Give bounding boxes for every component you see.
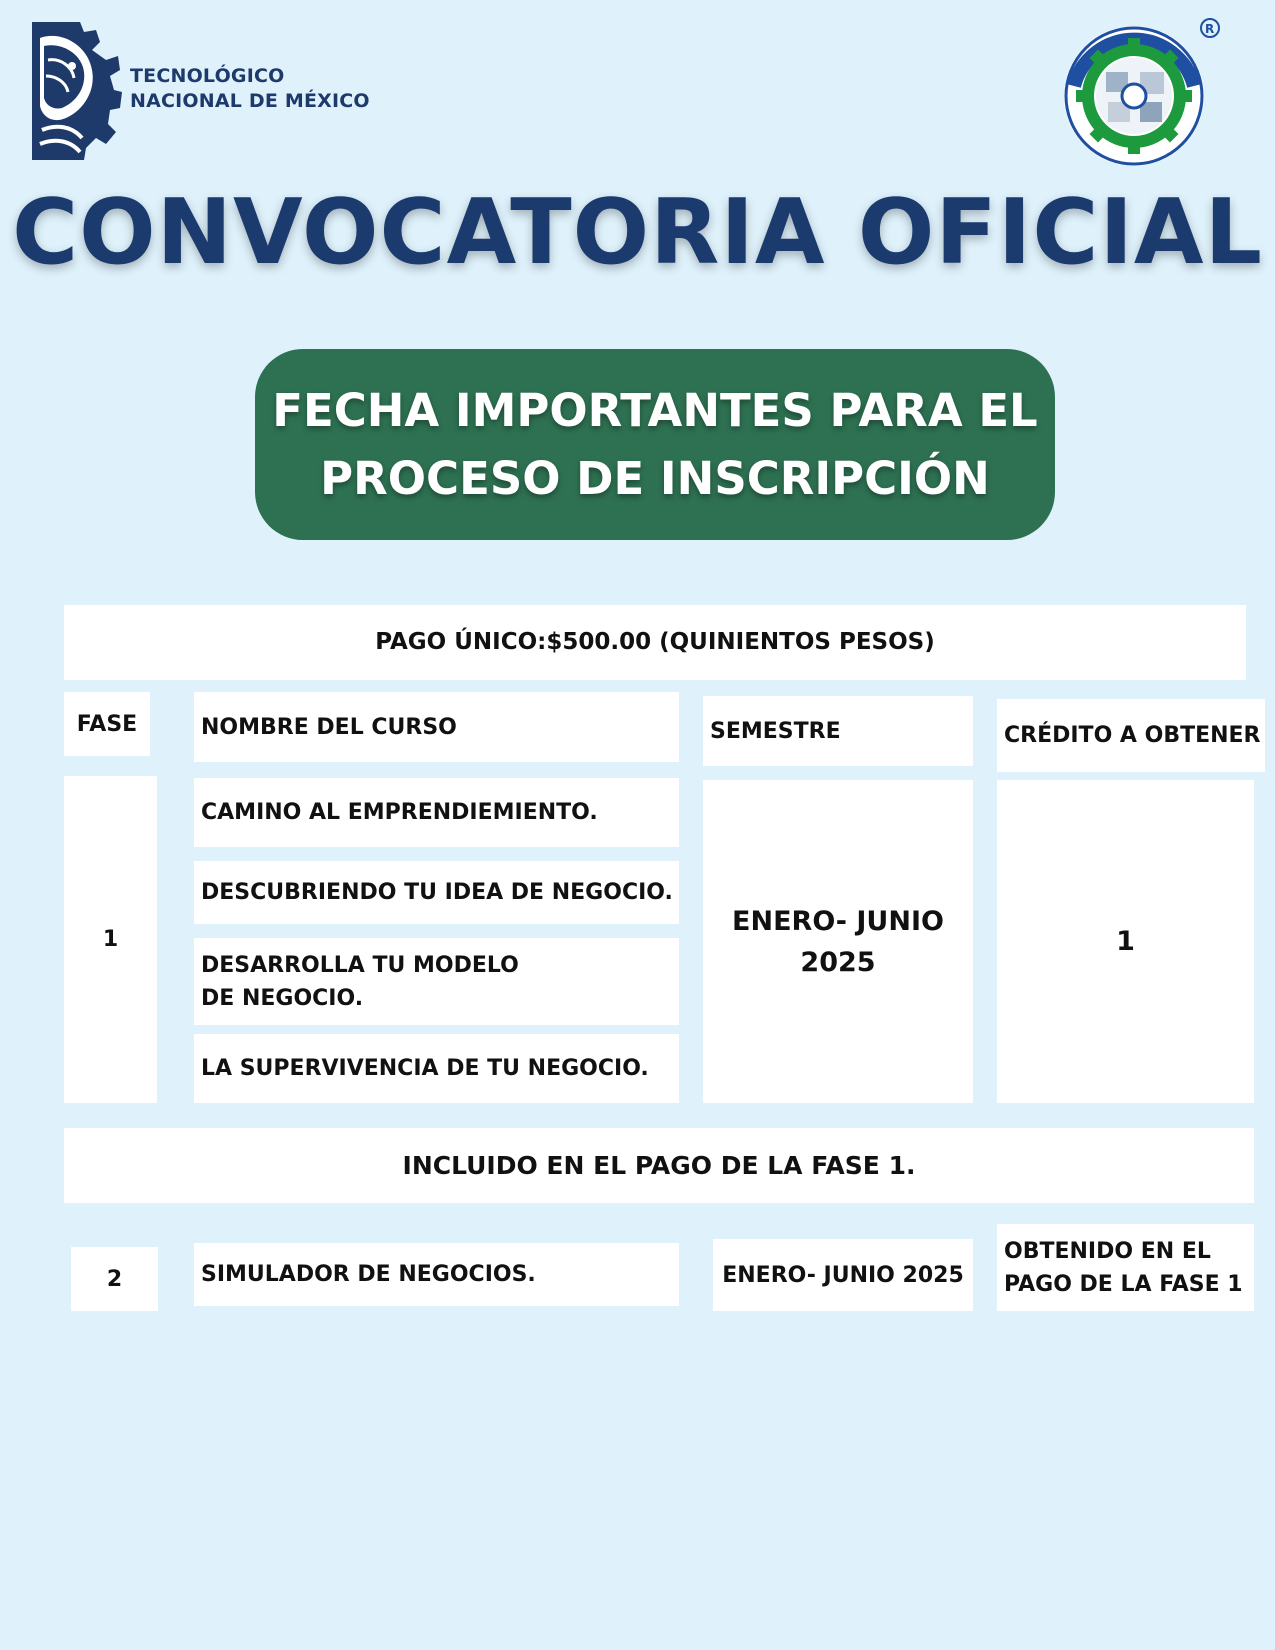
phase1-course-2: DESCUBRIENDO TU IDEA DE NEGOCIO.	[194, 861, 679, 924]
phase1-credit: 1	[997, 780, 1254, 1103]
dates-banner	[255, 349, 1055, 540]
phase1-course-3: DESARROLLA TU MODELO DE NEGOCIO.	[194, 938, 679, 1025]
tecnm-wordmark	[130, 64, 370, 114]
phase1-semester	[703, 780, 973, 1103]
payment-banner: PAGO ÚNICO:$500.00 (QUINIENTOS PESOS)	[64, 605, 1246, 680]
phase2-course: SIMULADOR DE NEGOCIOS.	[194, 1243, 679, 1306]
phase2-credit	[997, 1224, 1254, 1311]
institution-line2: NACIONAL DE MÉXICO	[130, 90, 370, 112]
phase2-semester: ENERO- JUNIO 2025	[713, 1239, 973, 1311]
header-phase: FASE	[64, 692, 150, 756]
phase2-number: 2	[71, 1247, 158, 1311]
banner-line2: PROCESO DE INSCRIPCIÓN	[320, 452, 990, 505]
tuxtepec-seal-icon	[1062, 16, 1222, 166]
tecnm-gear-eagle-icon	[22, 20, 122, 160]
header-course-name: NOMBRE DEL CURSO	[194, 692, 679, 762]
svg-text:R: R	[1205, 22, 1215, 36]
banner-line1: FECHA IMPORTANTES PARA EL	[272, 384, 1038, 437]
phase1-course-4: LA SUPERVIVENCIA DE TU NEGOCIO.	[194, 1034, 679, 1103]
phase1-number: 1	[64, 776, 157, 1103]
header-credit: CRÉDITO A OBTENER	[997, 699, 1265, 772]
phase1-semester-line1: ENERO- JUNIO	[732, 905, 944, 937]
institution-line1: TECNOLÓGICO	[130, 65, 285, 87]
phase1-course-1: CAMINO AL EMPRENDIEMIENTO.	[194, 778, 679, 847]
ittux-seal-logo	[1062, 16, 1222, 166]
included-note: INCLUIDO EN EL PAGO DE LA FASE 1.	[64, 1128, 1254, 1203]
header-semester: SEMESTRE	[703, 696, 973, 766]
phase2-credit-line1: OBTENIDO EN EL	[1004, 1238, 1211, 1264]
phase1-semester-line2: 2025	[800, 946, 876, 978]
phase2-credit-line2: PAGO DE LA FASE 1	[1004, 1271, 1243, 1297]
page-title: CONVOCATORIA OFICIAL	[12, 180, 1263, 285]
